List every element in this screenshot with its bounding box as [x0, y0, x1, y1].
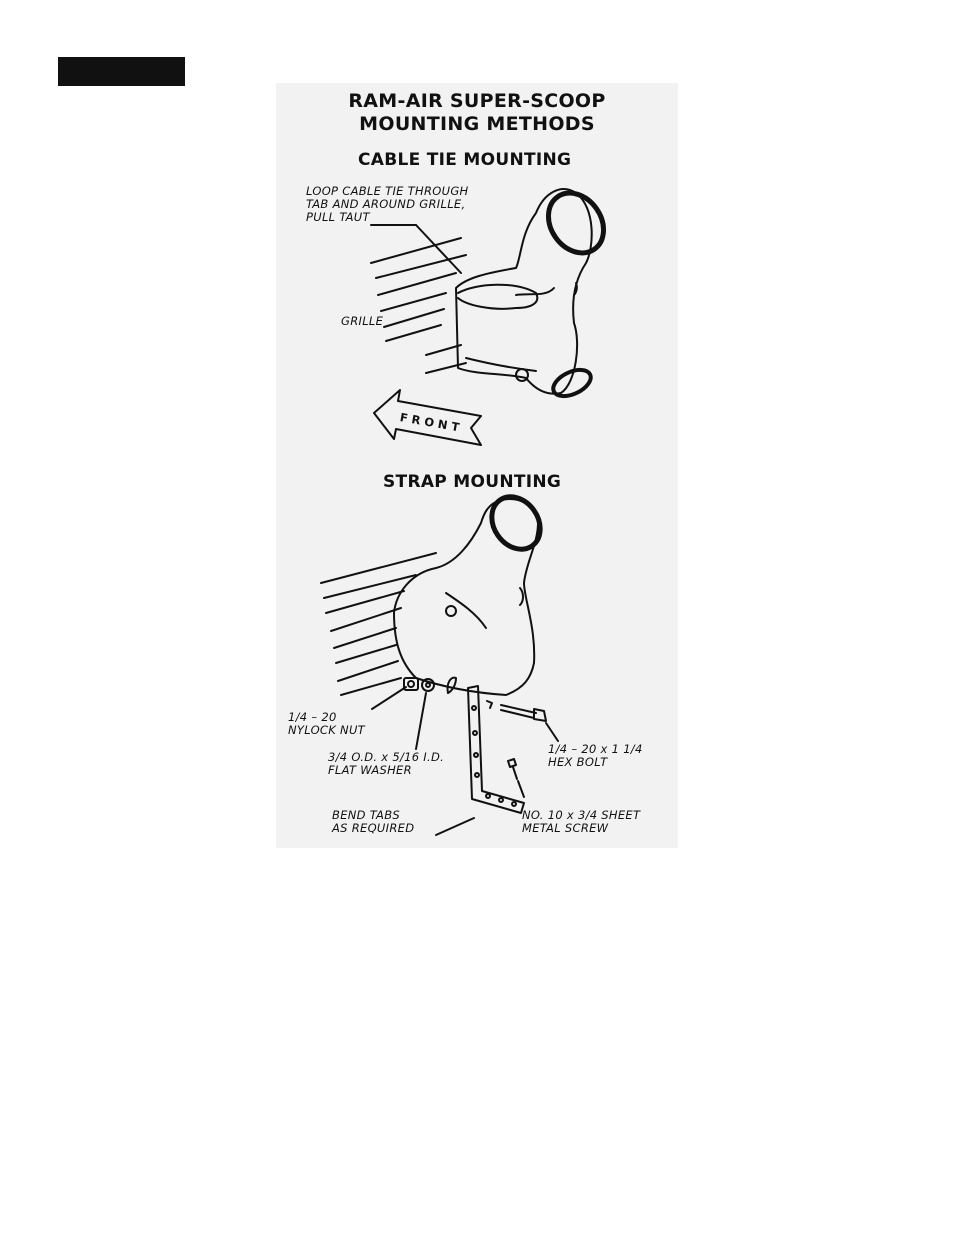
header-black-bar	[58, 57, 185, 86]
bend-tabs-label: BEND TABS AS REQUIRED	[332, 808, 415, 835]
diagram-title: RAM-AIR SUPER-SCOOP MOUNTING METHODS	[348, 90, 606, 135]
cable-tie-loop-note: LOOP CABLE TIE THROUGH TAB AND AROUND GRILLE, PULL TAUT	[306, 184, 469, 224]
sheet-metal-screw-shape	[508, 759, 517, 779]
hex-bolt-shape	[487, 701, 546, 721]
hex-bolt-label: 1/4 – 20 x 1 1/4 HEX BOLT	[548, 742, 643, 769]
nylock-nut-label: 1/4 – 20 NYLOCK NUT	[288, 710, 366, 737]
nylock-nut-shape	[404, 678, 418, 690]
grille-label: GRILLE	[341, 314, 384, 328]
cable-tie-heading: CABLE TIE MOUNTING	[358, 150, 572, 170]
front-arrow-label: FRONT	[398, 410, 465, 436]
mounting-strap-shape	[468, 686, 524, 813]
mounting-diagram-panel	[276, 83, 678, 848]
strap-mounting-heading: STRAP MOUNTING	[383, 472, 562, 492]
sheet-metal-screw-label: NO. 10 x 3/4 SHEET METAL SCREW	[522, 808, 641, 835]
scoop-body-top	[456, 182, 615, 401]
scoop-body-bottom	[394, 487, 550, 695]
flat-washer-label: 3/4 O.D. x 5/16 I.D. FLAT WASHER	[328, 750, 445, 777]
grille-lines-top	[371, 238, 466, 373]
